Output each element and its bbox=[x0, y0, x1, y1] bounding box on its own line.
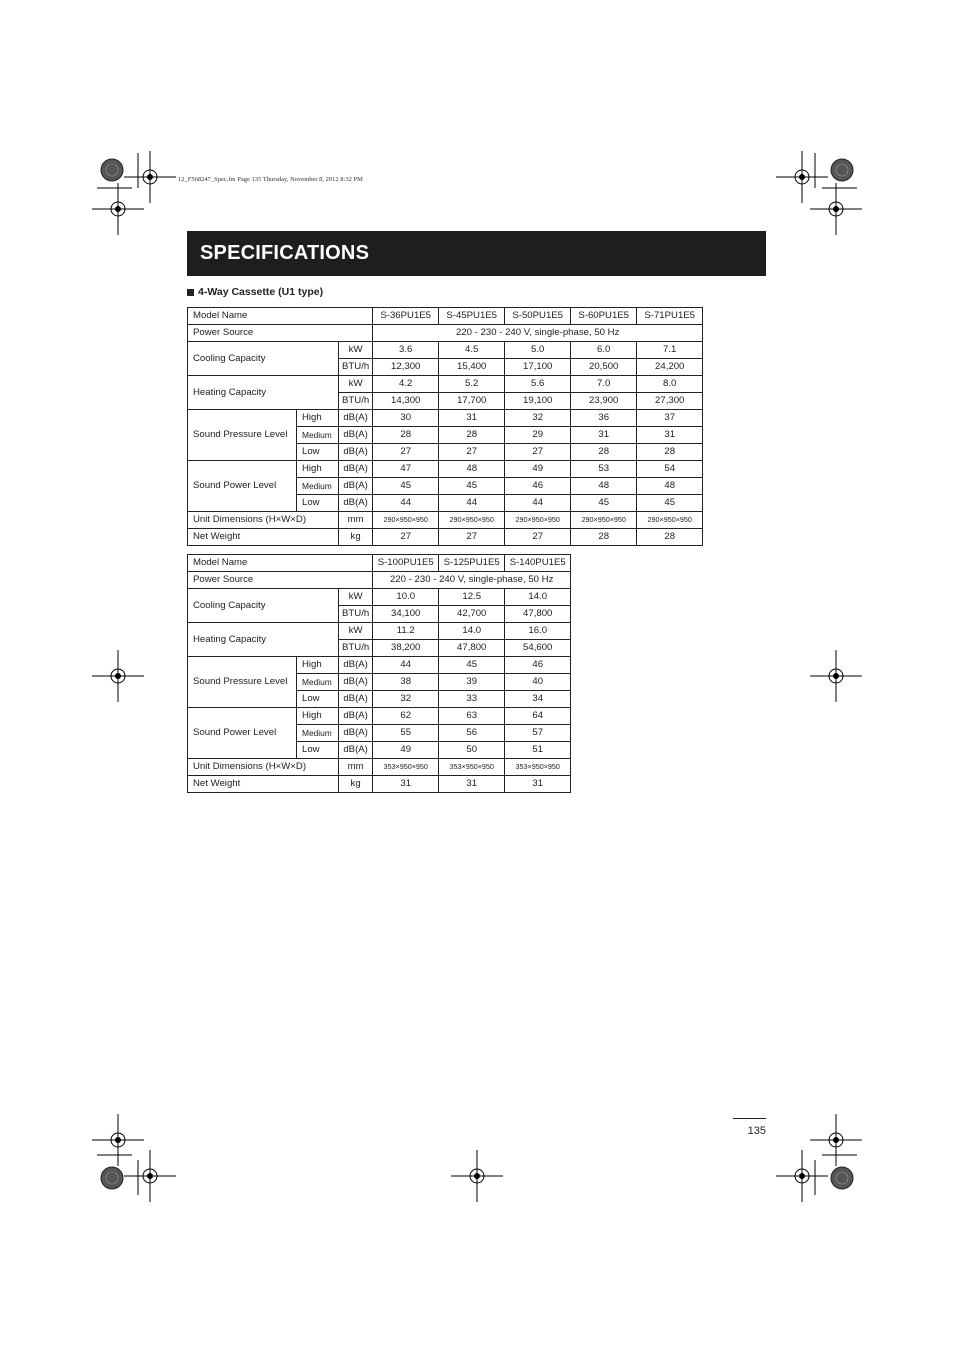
value-cell: 290×950×950 bbox=[571, 512, 637, 529]
unit-dba: dB(A) bbox=[339, 708, 373, 725]
value-cell: 27 bbox=[505, 444, 571, 461]
page-number: 135 bbox=[733, 1118, 766, 1137]
value-cell: 45 bbox=[373, 478, 439, 495]
value-cell: 42,700 bbox=[439, 606, 505, 623]
label-cooling-capacity: Cooling Capacity bbox=[188, 589, 339, 623]
value-cell: 54 bbox=[637, 461, 703, 478]
value-cell: 31 bbox=[439, 410, 505, 427]
value-cell: 290×950×950 bbox=[637, 512, 703, 529]
value-cell: 55 bbox=[373, 725, 439, 742]
power-source-value: 220 - 230 - 240 V, single-phase, 50 Hz bbox=[373, 572, 571, 589]
value-cell: 28 bbox=[571, 444, 637, 461]
unit-btuh: BTU/h bbox=[339, 393, 373, 410]
value-cell: 27 bbox=[373, 529, 439, 546]
value-cell: 290×950×950 bbox=[439, 512, 505, 529]
value-cell: 49 bbox=[373, 742, 439, 759]
value-cell: 48 bbox=[571, 478, 637, 495]
value-cell: 32 bbox=[373, 691, 439, 708]
value-cell: 28 bbox=[373, 427, 439, 444]
model-cell: S-60PU1E5 bbox=[571, 308, 637, 325]
label-sound-power-level: Sound Power Level bbox=[188, 461, 297, 512]
level-medium: Medium bbox=[297, 725, 339, 742]
value-cell: 45 bbox=[439, 657, 505, 674]
model-cell: S-100PU1E5 bbox=[373, 555, 439, 572]
unit-kg: kg bbox=[339, 529, 373, 546]
label-net-weight: Net Weight bbox=[188, 529, 339, 546]
value-cell: 23,900 bbox=[571, 393, 637, 410]
value-cell: 15,400 bbox=[439, 359, 505, 376]
label-unit-dimensions: Unit Dimensions (H×W×D) bbox=[188, 512, 339, 529]
value-cell: 19,100 bbox=[505, 393, 571, 410]
value-cell: 17,700 bbox=[439, 393, 505, 410]
label-cooling-capacity: Cooling Capacity bbox=[188, 342, 339, 376]
value-cell: 7.1 bbox=[637, 342, 703, 359]
value-cell: 17,100 bbox=[505, 359, 571, 376]
value-cell: 51 bbox=[505, 742, 571, 759]
value-cell: 36 bbox=[571, 410, 637, 427]
value-cell: 49 bbox=[505, 461, 571, 478]
value-cell: 6.0 bbox=[571, 342, 637, 359]
label-sound-power-level: Sound Power Level bbox=[188, 708, 297, 759]
value-cell: 34 bbox=[505, 691, 571, 708]
unit-kw: kW bbox=[339, 342, 373, 359]
value-cell: 8.0 bbox=[637, 376, 703, 393]
value-cell: 16.0 bbox=[505, 623, 571, 640]
label-sound-pressure-level: Sound Pressure Level bbox=[188, 657, 297, 708]
value-cell: 14.0 bbox=[505, 589, 571, 606]
value-cell: 7.0 bbox=[571, 376, 637, 393]
unit-dba: dB(A) bbox=[339, 495, 373, 512]
value-cell: 57 bbox=[505, 725, 571, 742]
unit-dba: dB(A) bbox=[339, 674, 373, 691]
value-cell: 14,300 bbox=[373, 393, 439, 410]
value-cell: 46 bbox=[505, 657, 571, 674]
value-cell: 3.6 bbox=[373, 342, 439, 359]
value-cell: 20,500 bbox=[571, 359, 637, 376]
level-low: Low bbox=[297, 691, 339, 708]
value-cell: 63 bbox=[439, 708, 505, 725]
value-cell: 32 bbox=[505, 410, 571, 427]
value-cell: 28 bbox=[637, 529, 703, 546]
power-source-value: 220 - 230 - 240 V, single-phase, 50 Hz bbox=[373, 325, 703, 342]
label-heating-capacity: Heating Capacity bbox=[188, 623, 339, 657]
value-cell: 4.2 bbox=[373, 376, 439, 393]
level-high: High bbox=[297, 410, 339, 427]
value-cell: 46 bbox=[505, 478, 571, 495]
value-cell: 31 bbox=[505, 776, 571, 793]
unit-dba: dB(A) bbox=[339, 461, 373, 478]
unit-btuh: BTU/h bbox=[339, 359, 373, 376]
value-cell: 44 bbox=[439, 495, 505, 512]
label-power-source: Power Source bbox=[188, 325, 373, 342]
level-high: High bbox=[297, 461, 339, 478]
file-slug: 12_F568247_Spec.fm Page 135 Thursday, November 8, 2012 8:32 PM bbox=[178, 176, 363, 183]
unit-btuh: BTU/h bbox=[339, 640, 373, 657]
value-cell: 290×950×950 bbox=[505, 512, 571, 529]
unit-mm: mm bbox=[339, 759, 373, 776]
label-heating-capacity: Heating Capacity bbox=[188, 376, 339, 410]
value-cell: 47,800 bbox=[505, 606, 571, 623]
value-cell: 50 bbox=[439, 742, 505, 759]
value-cell: 5.6 bbox=[505, 376, 571, 393]
label-sound-pressure-level: Sound Pressure Level bbox=[188, 410, 297, 461]
value-cell: 5.2 bbox=[439, 376, 505, 393]
model-cell: S-140PU1E5 bbox=[505, 555, 571, 572]
label-model-name: Model Name bbox=[188, 308, 373, 325]
value-cell: 28 bbox=[439, 427, 505, 444]
unit-kw: kW bbox=[339, 589, 373, 606]
value-cell: 353×950×950 bbox=[439, 759, 505, 776]
value-cell: 31 bbox=[571, 427, 637, 444]
unit-dba: dB(A) bbox=[339, 691, 373, 708]
value-cell: 28 bbox=[571, 529, 637, 546]
value-cell: 4.5 bbox=[439, 342, 505, 359]
value-cell: 40 bbox=[505, 674, 571, 691]
value-cell: 54,600 bbox=[505, 640, 571, 657]
value-cell: 64 bbox=[505, 708, 571, 725]
page-title-text: SPECIFICATIONS bbox=[200, 242, 370, 264]
level-medium: Medium bbox=[297, 427, 339, 444]
model-cell: S-45PU1E5 bbox=[439, 308, 505, 325]
value-cell: 31 bbox=[637, 427, 703, 444]
value-cell: 290×950×950 bbox=[373, 512, 439, 529]
value-cell: 45 bbox=[571, 495, 637, 512]
level-medium: Medium bbox=[297, 674, 339, 691]
value-cell: 12.5 bbox=[439, 589, 505, 606]
value-cell: 27 bbox=[439, 444, 505, 461]
value-cell: 27 bbox=[505, 529, 571, 546]
value-cell: 28 bbox=[637, 444, 703, 461]
unit-kg: kg bbox=[339, 776, 373, 793]
label-unit-dimensions: Unit Dimensions (H×W×D) bbox=[188, 759, 339, 776]
value-cell: 56 bbox=[439, 725, 505, 742]
value-cell: 62 bbox=[373, 708, 439, 725]
level-medium: Medium bbox=[297, 478, 339, 495]
value-cell: 30 bbox=[373, 410, 439, 427]
model-cell: S-50PU1E5 bbox=[505, 308, 571, 325]
model-cell: S-36PU1E5 bbox=[373, 308, 439, 325]
label-power-source: Power Source bbox=[188, 572, 373, 589]
value-cell: 31 bbox=[439, 776, 505, 793]
value-cell: 11.2 bbox=[373, 623, 439, 640]
value-cell: 45 bbox=[439, 478, 505, 495]
value-cell: 5.0 bbox=[505, 342, 571, 359]
value-cell: 34,100 bbox=[373, 606, 439, 623]
level-low: Low bbox=[297, 495, 339, 512]
value-cell: 37 bbox=[637, 410, 703, 427]
unit-mm: mm bbox=[339, 512, 373, 529]
unit-btuh: BTU/h bbox=[339, 606, 373, 623]
label-net-weight: Net Weight bbox=[188, 776, 339, 793]
level-low: Low bbox=[297, 444, 339, 461]
value-cell: 53 bbox=[571, 461, 637, 478]
value-cell: 47 bbox=[373, 461, 439, 478]
value-cell: 12,300 bbox=[373, 359, 439, 376]
value-cell: 27 bbox=[439, 529, 505, 546]
value-cell: 31 bbox=[373, 776, 439, 793]
unit-kw: kW bbox=[339, 623, 373, 640]
value-cell: 24,200 bbox=[637, 359, 703, 376]
unit-dba: dB(A) bbox=[339, 427, 373, 444]
model-cell: S-125PU1E5 bbox=[439, 555, 505, 572]
value-cell: 44 bbox=[505, 495, 571, 512]
value-cell: 10.0 bbox=[373, 589, 439, 606]
level-high: High bbox=[297, 657, 339, 674]
section-heading-text: 4-Way Cassette (U1 type) bbox=[198, 286, 324, 298]
value-cell: 27 bbox=[373, 444, 439, 461]
unit-dba: dB(A) bbox=[339, 657, 373, 674]
label-model-name: Model Name bbox=[188, 555, 373, 572]
value-cell: 38,200 bbox=[373, 640, 439, 657]
value-cell: 45 bbox=[637, 495, 703, 512]
level-low: Low bbox=[297, 742, 339, 759]
unit-dba: dB(A) bbox=[339, 478, 373, 495]
unit-dba: dB(A) bbox=[339, 742, 373, 759]
value-cell: 38 bbox=[373, 674, 439, 691]
value-cell: 27,300 bbox=[637, 393, 703, 410]
value-cell: 14.0 bbox=[439, 623, 505, 640]
value-cell: 48 bbox=[637, 478, 703, 495]
value-cell: 29 bbox=[505, 427, 571, 444]
value-cell: 47,800 bbox=[439, 640, 505, 657]
unit-kw: kW bbox=[339, 376, 373, 393]
value-cell: 353×950×950 bbox=[505, 759, 571, 776]
value-cell: 44 bbox=[373, 657, 439, 674]
level-high: High bbox=[297, 708, 339, 725]
unit-dba: dB(A) bbox=[339, 410, 373, 427]
value-cell: 44 bbox=[373, 495, 439, 512]
unit-dba: dB(A) bbox=[339, 444, 373, 461]
value-cell: 353×950×950 bbox=[373, 759, 439, 776]
unit-dba: dB(A) bbox=[339, 725, 373, 742]
value-cell: 39 bbox=[439, 674, 505, 691]
model-cell: S-71PU1E5 bbox=[637, 308, 703, 325]
value-cell: 48 bbox=[439, 461, 505, 478]
value-cell: 33 bbox=[439, 691, 505, 708]
